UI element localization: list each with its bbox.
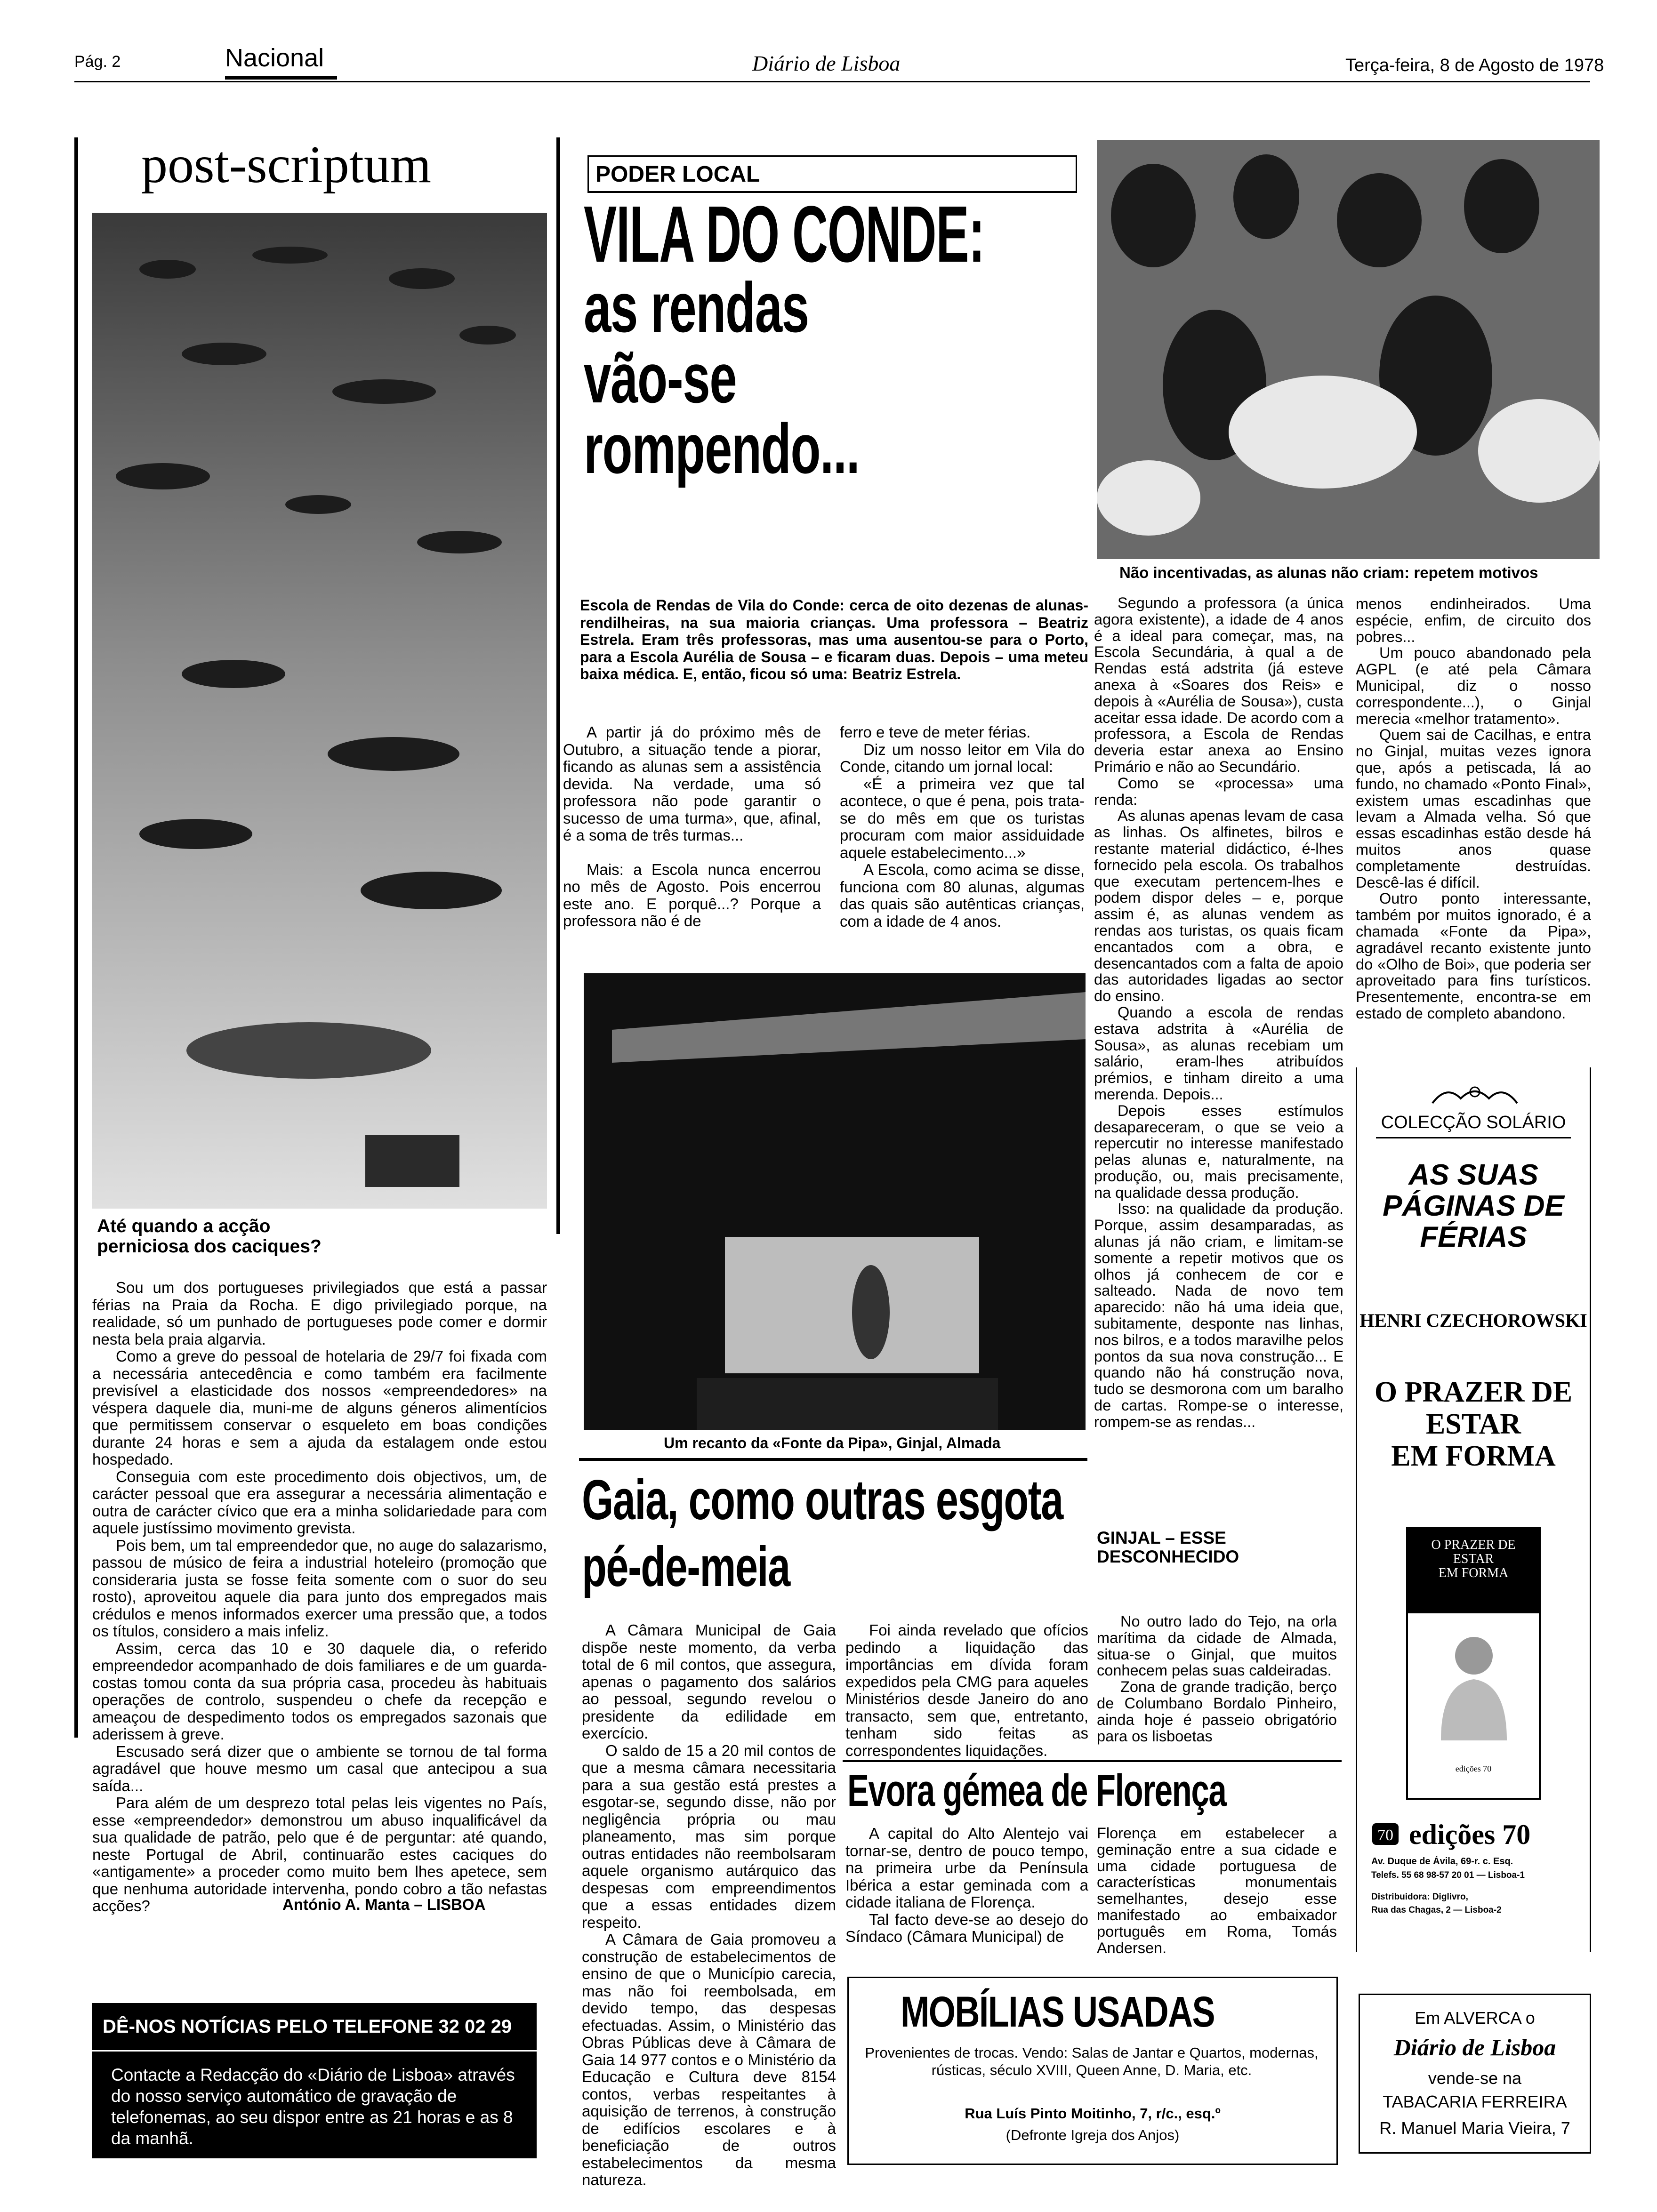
header-rule	[74, 81, 1590, 82]
article-paragraph: Depois esses estímulos desapareceram, o que se veio a repercutir no interesse manifestado pelas alunas e, naturalmente, na produção, ou, mais precisamente, na qualidade dessa produção.	[1094, 1102, 1343, 1201]
ginjal-paragraph: No outro lado do Tejo, na orla marítima da cidade de Almada, situa-se o Ginjal, que muitos conhecem pelas suas caldeiradas.	[1097, 1613, 1337, 1679]
tagline-line: AS SUAS	[1408, 1159, 1538, 1191]
column-rule-middle	[556, 137, 560, 1234]
article-column-4	[1356, 596, 1591, 1022]
cover-publisher: edições 70	[1455, 1764, 1492, 1773]
ginjal-title: GINJAL – ESSE DESCONHECIDO	[1097, 1528, 1239, 1566]
headline-line: vão-se	[584, 338, 737, 417]
evora-paragraph: Florença em estabelecer a geminação entre a sua cidade e uma cidade portuguesa de características monumentais semelhantes, desejo esse manifestado ao embaixador português em Roma, Tomás Andersen.	[1097, 1825, 1337, 1956]
article-paragraph: Outro ponto interessante, também por muitos ignorado, é a chamada «Fonte da Pipa», agradável recanto existente junto do «Olho de Boi», que poderia ser aproveitado para fins turísticos. Presentemente, encontra-se em estado de completo abandono.	[1356, 890, 1591, 1022]
beach-photo	[92, 213, 547, 1209]
collection-emblem-icon	[1428, 1084, 1522, 1108]
article-paragraph: «É a primeira vez que tal acontece, o que é pena, pois trata-se do mês em que os turistas procuram com maior assiduidade aquele estabelecimento...»	[840, 775, 1085, 861]
article-paragraph: ferro e teve de meter férias.	[840, 723, 1031, 741]
mobilias-address: Rua Luís Pinto Moitinho, 7, r/c., esq.º	[965, 2105, 1221, 2122]
section-underline	[225, 76, 337, 80]
alverca-line2: vende-se na	[1428, 2068, 1522, 2088]
book-cover	[1406, 1527, 1541, 1800]
article-paragraph: Segundo a professora (a única agora existente), a idade de 4 anos é a ideal para começar, mas, na Escola Secundária, à qual a de Rendas está adstrita (já esteve anexa à «Soares dos Reis» e depois à «Aurélia de Sousa»), custa aceitar essa idade. De acordo com a professora, a Escola de Rendas deveria estar anexa ao Ensino Primário e não ao Secundário.	[1094, 594, 1343, 775]
evora-rule	[843, 1760, 1342, 1762]
section-name: Nacional	[225, 44, 324, 72]
kicker-box	[587, 155, 1077, 193]
letter-paragraph: Sou um dos portugueses privilegiados que está a passar férias na Praia da Rocha. E digo privilegiado porque, na realidade, só um punhado de portugueses pode comer e dormir nesta bela praia algarvia.	[92, 1279, 547, 1348]
article-paragraph: A Escola, como acima se disse, funciona com 80 alunas, algumas das quais são autênticas crianças, com a idade de 4 anos.	[840, 861, 1085, 930]
evora-paragraph: Tal facto deve-se ao desejo do Síndaco (Câmara Municipal) de	[845, 1910, 1088, 1945]
headline-line: rompendo...	[584, 409, 860, 488]
date: Terça-feira, 8 de Agosto de 1978	[1345, 56, 1604, 75]
article-paragraph: menos endinheirados. Uma espécie, enfim, de circuito dos pobres...	[1356, 595, 1591, 645]
alverca-ad	[1359, 1994, 1591, 2154]
lace-class-photo-image	[1097, 140, 1600, 559]
news-phone-title: DÊ-NOS NOTÍCIAS PELO TELEFONE 32 02 29	[103, 2016, 512, 2037]
book-ad	[1356, 1067, 1591, 1952]
article-column-3	[1094, 595, 1343, 1430]
gaia-headline	[582, 1467, 1090, 1600]
gaia-column-1	[582, 1622, 836, 2189]
letter-paragraph: Escusado será dizer que o ambiente se tornou de tal forma agradável que houve mesmo um casal que antecipou a sua saída...	[92, 1742, 547, 1795]
article-paragraph: Diz um nosso leitor em Vila do Conde, citando um jornal local:	[840, 740, 1085, 775]
beach-photo-image	[92, 213, 547, 1209]
lace-class-photo	[1097, 140, 1600, 559]
letter-title: Até quando a acção perniciosa dos caciques?	[97, 1216, 322, 1257]
book-title-line: ESTAR	[1425, 1408, 1521, 1440]
mobilias-title: MOBÍLIAS USADAS	[901, 1988, 1215, 2036]
cover-title-line: ESTAR	[1453, 1552, 1494, 1566]
evora-column-1	[845, 1825, 1088, 1946]
book-author: HENRI CZECHOROWSKI	[1359, 1310, 1587, 1331]
distributor-address: Rua das Chagas, 2 — Lisboa-2	[1371, 1905, 1502, 1915]
alverca-newspaper: Diário de Lisboa	[1393, 2034, 1556, 2060]
alverca-line1: Em ALVERCA o	[1415, 2008, 1535, 2028]
evora-column-2	[1097, 1825, 1337, 1956]
alverca-shop: TABACARIA FERREIRA	[1383, 2092, 1567, 2111]
page-number: Pág. 2	[74, 53, 121, 71]
column-rule-left	[74, 137, 78, 1738]
gaia-rule	[579, 1458, 1087, 1461]
post-scriptum-title: post-scriptum	[141, 136, 431, 194]
evora-paragraph: A capital do Alto Alentejo vai tornar-se, dentro de pouco tempo, na primeira urbe da Península Ibérica a estar geminada com a cidade italiana de Florença.	[845, 1825, 1088, 1911]
fonte-da-pipa-photo-image	[584, 973, 1086, 1430]
newspaper-name: Diário de Lisboa	[752, 51, 901, 75]
letter-paragraph: Como a greve do pessoal de hotelaria de 29/7 foi fixada com a necessária antecedência e como também era facilmente previsível a elasticidade dos nossos «empreendedores» na véspera daquele dia, muni-me de alguns géneros alimentícios que permitissem conservar o esqueleto em boas condições durante 24 horas e sem a ajuda da estalagem onde estou hospedado.	[92, 1347, 547, 1468]
evora-headline-text: Evora gémea de Florença	[847, 1765, 1226, 1816]
publisher-phones: Telefs. 55 68 98-57 20 01 — Lisboa-1	[1371, 1870, 1525, 1880]
publisher-name: edições 70	[1409, 1819, 1531, 1850]
article-paragraph: Um pouco abandonado pela AGPL (e até pela Câmara Municipal, diz o nosso correspondente...), o Ginjal merecia «melhor tratamento».	[1356, 644, 1591, 727]
letter-signature: António A. Manta – LISBOA	[282, 1896, 486, 1913]
mobilias-text: Provenientes de trocas. Vendo: Salas de Jantar e Quartos, modernas, rústicas, século XVIII, Queen Anne, D. Maria, etc.	[865, 2044, 1319, 2078]
collection-name: COLECÇÃO SOLÁRIO	[1381, 1113, 1566, 1132]
distributor: Distribuidora: Diglivro,	[1371, 1892, 1468, 1902]
article-paragraph: Isso: na qualidade da produção. Porque, assim desamparadas, as alunas já não criam, e limitam-se somente a repetir motivos que os olhos já conhecem de cor e salteado. Nada de novo tem aparecido: não há uma ideia que, subitamente, desponte nas linhas, nos bilros, e a todos maravilhe pelos pontos da sua nova construção... E quando não há construção nova, tudo se desmorona com um baralho de cartas. Rompe-se o interesse, rompem-se as rendas...	[1094, 1200, 1343, 1430]
cover-title	[1408, 1538, 1539, 1580]
article-paragraph: As alunas apenas levam de casa as linhas. Os alfinetes, bilros e restante material didáctico, é-lhes fornecido pela escola. Os trabalhos que executam pertencem-lhes e podem dispor deles – e, porque assim é, as alunas vendem as rendas aos turistas, os quais ficam encantados com a obra, e desencantados com a falta de apoio das autoridades ligadas ao sector do ensino.	[1094, 807, 1343, 1005]
news-phone-text: Contacte a Redacção do «Diário de Lisboa» através do nosso serviço automático de gravação de telefonemas, ao seu dispor entre as 21 horas e as 8 da manhã.	[111, 2065, 515, 2148]
gaia-paragraph: Foi ainda revelado que ofícios pedindo a liquidação das importâncias em dívida foram expedidos pela CMG para aqueles Ministérios desde Janeiro do ano transacto, sem que, entretanto, tenham sido feitas as correspondentes liquidações.	[845, 1621, 1088, 1759]
gaia-headline-text: Gaia, como outras esgota pé-de-meia	[582, 1468, 1063, 1598]
gaia-paragraph: O saldo de 15 a 20 mil contos de que a mesma câmara necessitaria para a sua gestão está prestes a esgotar-se, segundo disse, não por negligência própria ou mau planeamento, mas sim porque outras entidades não reembolsaram aquele organismo autárquico das despesas com empreendimentos que a essas entidades dizem respeito.	[582, 1741, 836, 1931]
mobilias-ad	[847, 1977, 1338, 2165]
letter-body	[92, 1279, 547, 1915]
news-phone-divider	[92, 2050, 537, 2052]
gaia-paragraph: A Câmara de Gaia promoveu a construção de estabelecimentos de ensino de que o Município carecia, mas não foi reembolsada, em devido tempo, das despesas efectuadas. Assim, o Ministério das Obras Públicas deve à Câmara de Gaia 14 977 contos e o Ministério da Educação e Cultura deve 8154 contos, verbas respeitantes à aquisição de terrenos, à construção de edifícios escolares e à beneficiação de outros estabelecimentos da mesma natureza.	[582, 1931, 836, 2188]
article-paragraph: A partir já do próximo mês de Outubro, a situação tende a piorar, ficando as alunas sem a assistência devida. Na verdade, uma só professora não pode garantir o sucesso de uma turma», que, afinal, é a soma de três turmas...	[563, 723, 821, 844]
article-column-2	[840, 724, 1085, 930]
headline-line: as rendas	[584, 268, 809, 347]
photo2-caption: Um recanto da «Fonte da Pipa», Ginjal, Almada	[664, 1435, 1001, 1451]
article-lead: Escola de Rendas de Vila do Conde: cerca de oito dezenas de alunas-rendilheiras, na sua maioria crianças. Uma professora – Beatriz Estrela. Eram três professoras, mas uma ausentou-se para o Porto, para a Escola Aurélia de Sousa – e ficaram duas. Depois – uma meteu baixa médica. E, então, ficou só uma: Beatriz Estrela.	[580, 597, 1088, 682]
photo-caption: Não incentivadas, as alunas não criam: repetem motivos	[1119, 564, 1538, 581]
headline-line: VILA DO CONDE:	[584, 190, 985, 279]
book-title-line: EM FORMA	[1391, 1440, 1556, 1472]
article-paragraph: Quando a escola de rendas estava adstrita à «Aurélia de Sousa», as alunas recebiam um salário, eram-lhes atribuídos prémios, e tinham direito a uma merenda. Depois...	[1094, 1003, 1343, 1103]
letter-paragraph: Assim, cerca das 10 e 30 daquele dia, o referido empreendedor acompanhado de dois familiares e de um guarda-costas tomou conta da sua própria casa, procedeu às habituais operações de controlo, suspendeu o chefe da recepção e ameaçou de despedimento todos os empregados sazonais que aderissem à greve.	[92, 1639, 547, 1743]
tagline-line: FÉRIAS	[1420, 1221, 1527, 1253]
book-tagline	[1357, 1160, 1590, 1253]
letter-paragraph: Para além de um desprezo total pelas leis vigentes no País, esse «empreendedor» demonstrou um abuso inqualificável da sua qualidade de patrão, pelo que é de perguntar: até quando, neste Portugal de Abril, continuarão estes caciques do «antigamente» a proceder como muito bem lhes apetece, sem que nenhuma autoridade intervenha, pondo cobro a tão nefastas acções?	[92, 1794, 547, 1915]
svg-text:70: 70	[1377, 1827, 1393, 1844]
article-paragraph: Como se «processa» uma renda:	[1094, 774, 1343, 808]
article-paragraph: Quem sai de Cacilhas, e entra no Ginjal, muitas vezes ignora que, após a petiscada, lá ao fundo, no chamado «Ponto Final», existem umas escadinhas que levam a Almada velha. Só que essas escadinhas estão desde há muitos anos quase completamente destruídas. Descê-las é difícil.	[1356, 726, 1591, 891]
main-headline	[584, 190, 1083, 488]
book-title-line: O PRAZER DE	[1374, 1376, 1573, 1408]
cover-title-line: EM FORMA	[1438, 1566, 1509, 1580]
fonte-da-pipa-photo	[584, 973, 1086, 1430]
tagline-line: PÁGINAS DE	[1383, 1190, 1564, 1222]
mobilias-note: (Defronte Igreja dos Anjos)	[1005, 2127, 1180, 2143]
cover-figure-icon	[1432, 1632, 1516, 1740]
gaia-column-2	[845, 1622, 1088, 1759]
cover-title-line: O PRAZER DE	[1431, 1538, 1516, 1552]
ginjal-text	[1097, 1613, 1337, 1744]
publisher-logo-icon	[1371, 1822, 1400, 1846]
article-column-1	[563, 724, 821, 930]
letter-paragraph: Conseguia com este procedimento dois objectivos, um, de carácter pessoal que era assegurar a necessária alimentação e outra de carácter cívico que era a minha solidariedade para com aquele justíssimo movimento grevista.	[92, 1467, 547, 1537]
news-phone-box	[92, 2003, 537, 2158]
article-paragraph: Mais: a Escola nunca encerrou no mês de Agosto. Pois encerrou este ano. E porquê...? Porque a professora não é de	[563, 860, 821, 930]
kicker: PODER LOCAL	[595, 162, 760, 187]
book-title	[1357, 1376, 1590, 1472]
gaia-paragraph: A Câmara Municipal de Gaia dispõe neste momento, da verba total de 6 mil contos, que assegura, apenas o pagamento dos salários ao pessoal, segundo revelou o presidente da edilidade em exercício.	[582, 1621, 836, 1742]
evora-headline	[847, 1765, 1346, 1817]
ginjal-paragraph: Zona de grande tradição, berço de Columbano Bordalo Pinheiro, ainda hoje é passeio obrigatório para os lisboetas	[1097, 1678, 1337, 1745]
alverca-address: R. Manuel Maria Vieira, 7	[1379, 2118, 1570, 2138]
publisher-address: Av. Duque de Ávila, 69-r. c. Esq.	[1371, 1856, 1513, 1867]
letter-paragraph: Pois bem, um tal empreendedor que, no auge do salazarismo, passou de músico de feira a industrial hoteleiro (promoção que consideraria justa se fosse feita somente com o suor do seu rosto), aproveitou aquele dia para junto dos empregados mais crédulos e menos informados exercer uma pressão que, a todos os títulos, considero a mais infeliz.	[92, 1536, 547, 1640]
collection-rule	[1376, 1137, 1571, 1138]
